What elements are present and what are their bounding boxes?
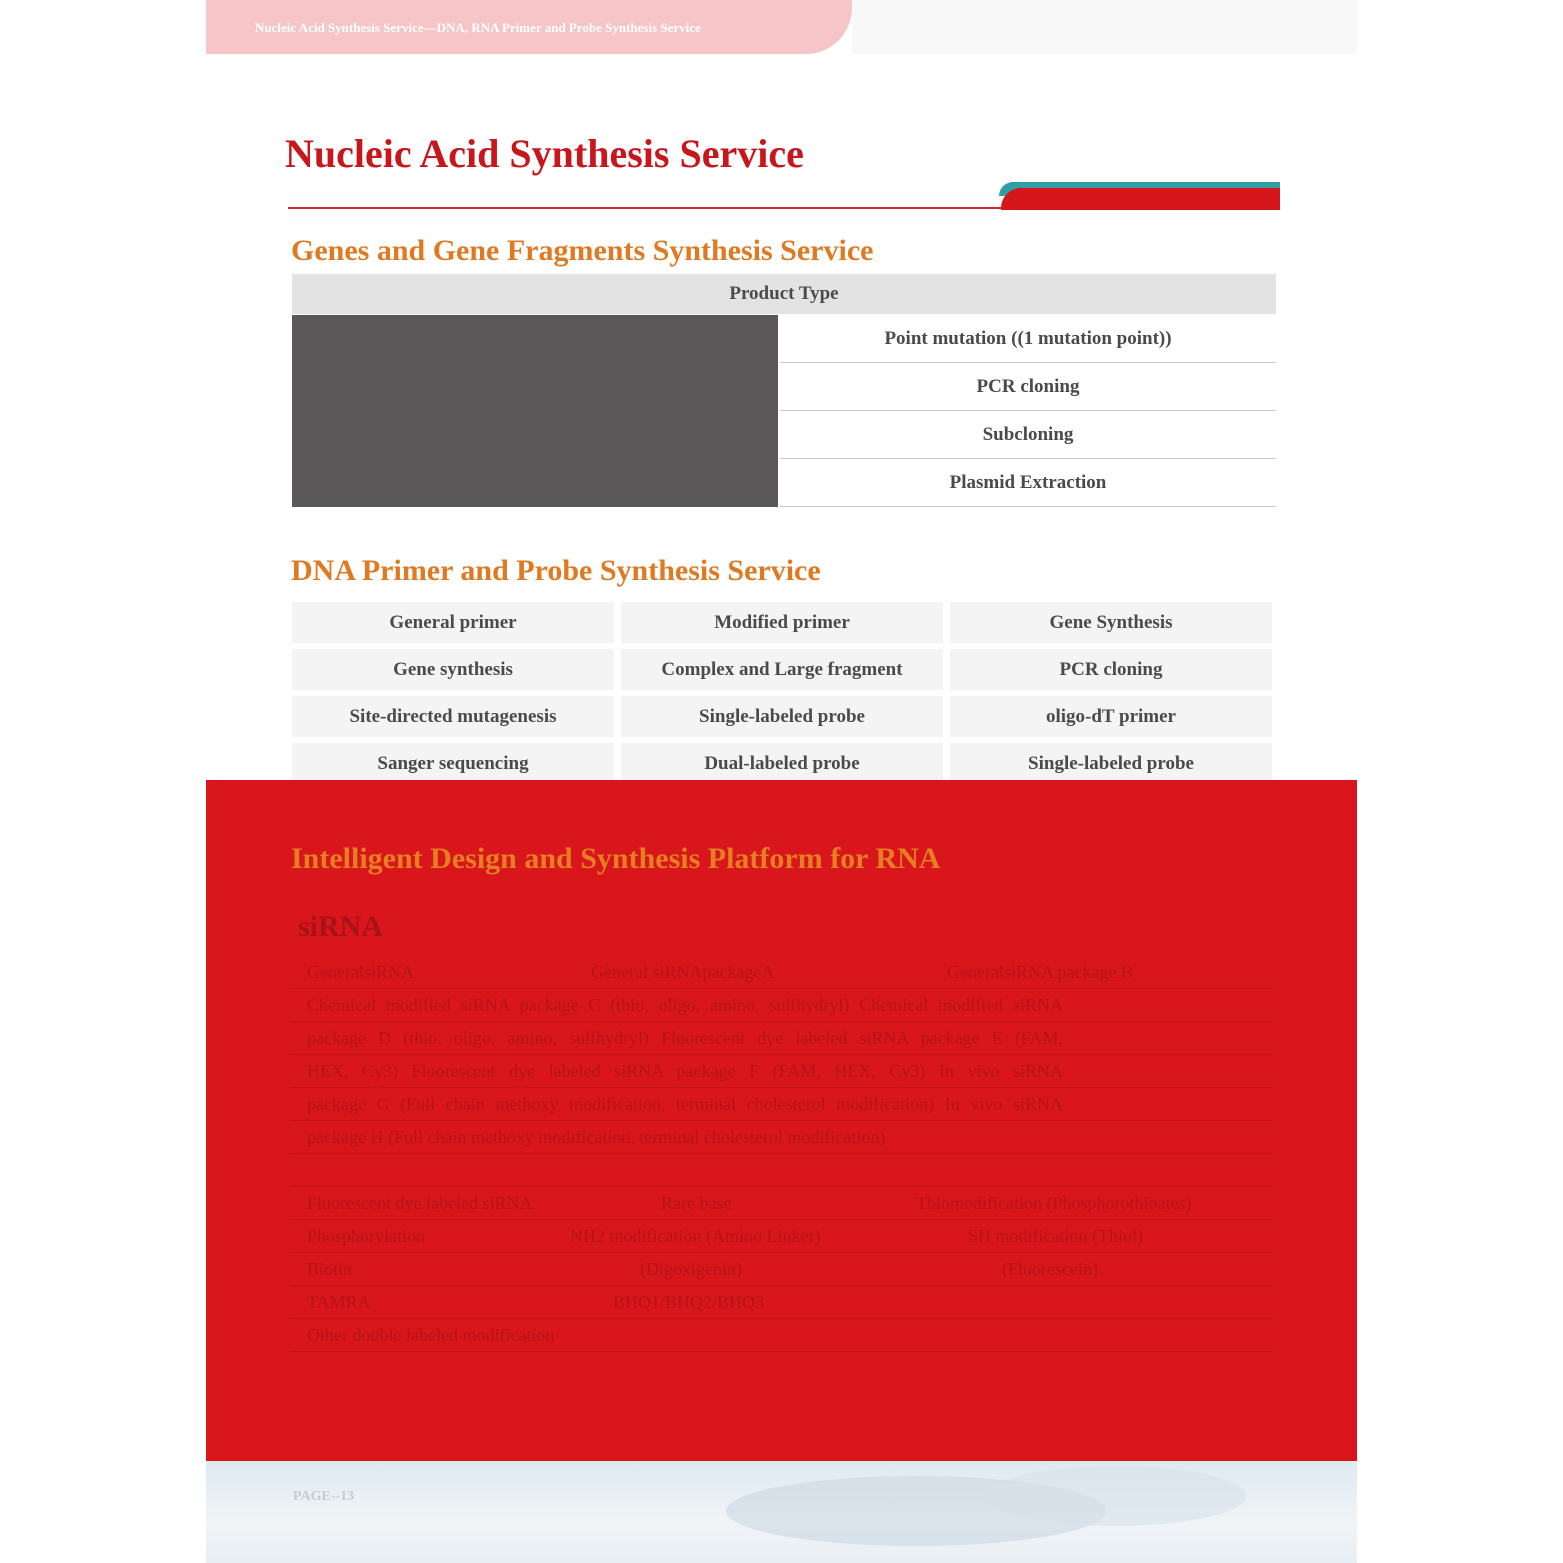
dna-service-cell: Site-directed mutagenesis bbox=[292, 696, 614, 737]
product-type-item: Subcloning bbox=[780, 411, 1276, 459]
rna-section-title: Intelligent Design and Synthesis Platform for RNA bbox=[291, 842, 941, 875]
table-row bbox=[291, 1088, 1272, 1121]
product-type-list bbox=[780, 315, 1276, 507]
dna-service-cell: PCR cloning bbox=[950, 649, 1272, 690]
dna-service-cell: Dual-labeled probe bbox=[621, 743, 943, 784]
product-image bbox=[292, 315, 778, 507]
table-cell: Fluorescent dye labeled siRNA bbox=[307, 1193, 533, 1213]
dna-service-cell: General primer bbox=[292, 602, 614, 643]
brochure-page bbox=[206, 0, 1357, 1563]
product-type-item: Plasmid Extraction bbox=[780, 459, 1276, 507]
table-cell: (Digoxigenin) bbox=[640, 1259, 742, 1279]
table-cell: package G (Full chain methoxy modification, terminal cholesterol modification) In vivo siRNA bbox=[307, 1094, 1063, 1114]
product-type-header: Product Type bbox=[292, 274, 1276, 314]
table-row bbox=[291, 956, 1272, 989]
header-band bbox=[852, 0, 1357, 54]
table-cell: HEX, Cy3) Fluorescent dye labeled siRNA package F (FAM, HEX, Cy3) In vivo siRNA bbox=[307, 1061, 1063, 1081]
dna-service-cell: Single-labeled probe bbox=[621, 696, 943, 737]
table-row bbox=[291, 1253, 1272, 1286]
table-cell: (Fluorescein) bbox=[1002, 1259, 1098, 1279]
table-row bbox=[291, 1121, 1272, 1154]
dna-service-cell: Modified primer bbox=[621, 602, 943, 643]
rna-panel bbox=[206, 780, 1357, 1461]
page-footer bbox=[206, 1461, 1357, 1563]
product-type-item: Point mutation ((1 mutation point)) bbox=[780, 315, 1276, 363]
table-cell: package H (Full chain methoxy modification, terminal cholesterol modification) bbox=[307, 1127, 886, 1147]
sirna-package-table bbox=[291, 956, 1272, 1352]
table-cell: Biotin bbox=[307, 1259, 353, 1279]
page-number: PAGE--13 bbox=[293, 1489, 355, 1504]
dna-service-cell: oligo-dT primer bbox=[950, 696, 1272, 737]
page-title: Nucleic Acid Synthesis Service bbox=[285, 131, 804, 176]
title-accent-red bbox=[1001, 188, 1280, 210]
dna-service-cell: Single-labeled probe bbox=[950, 743, 1272, 784]
title-rule bbox=[288, 207, 1008, 209]
table-cell: Phosphorylation bbox=[307, 1226, 426, 1246]
table-cell: SH modification (Thiol) bbox=[968, 1226, 1143, 1246]
table-row bbox=[291, 1286, 1272, 1319]
table-row bbox=[291, 1319, 1272, 1352]
header-text: Nucleic Acid Synthesis Service—DNA, RNA Primer and Probe Synthesis Service bbox=[255, 20, 701, 35]
header-tab bbox=[206, 0, 852, 54]
table-cell: General siRNApackageA bbox=[591, 962, 775, 982]
dna-service-cell: Gene synthesis bbox=[292, 649, 614, 690]
table-cell: TAMRA bbox=[307, 1292, 371, 1312]
table-cell: NH2 modification (Amino Linker) bbox=[570, 1226, 821, 1246]
dna-service-cell: Gene Synthesis bbox=[950, 602, 1272, 643]
dna-section-title: DNA Primer and Probe Synthesis Service bbox=[291, 554, 821, 587]
table-cell: GeneralsiRNA package B bbox=[947, 962, 1133, 982]
dna-service-grid bbox=[292, 602, 1272, 784]
table-row bbox=[291, 1022, 1272, 1055]
table-row-empty bbox=[291, 1154, 1272, 1187]
table-row bbox=[291, 1187, 1272, 1220]
dna-service-cell: Sanger sequencing bbox=[292, 743, 614, 784]
product-type-item: PCR cloning bbox=[780, 363, 1276, 411]
footer-decoration bbox=[986, 1466, 1246, 1526]
table-cell: GeneralsiRNA bbox=[307, 962, 414, 982]
table-row bbox=[291, 1055, 1272, 1088]
table-cell: Chemical modified siRNA package C (thio, oligo, amino, sulfhydryl) Chemical modified siRNA bbox=[307, 995, 1063, 1015]
genes-section-title: Genes and Gene Fragments Synthesis Service bbox=[291, 234, 874, 267]
sirna-title: siRNA bbox=[298, 910, 384, 943]
table-cell: Thiomodification (Phosphorothioates) bbox=[916, 1193, 1192, 1213]
table-cell: Rare base bbox=[661, 1193, 732, 1213]
table-cell: Other double labeled modification bbox=[307, 1325, 555, 1345]
table-row bbox=[291, 989, 1272, 1022]
table-row bbox=[291, 1220, 1272, 1253]
table-cell: package D (thio, oligo, amino, sulfhydryl) Fluorescent dye labeled siRNA package E (FAM, bbox=[307, 1028, 1063, 1048]
dna-service-cell: Complex and Large fragment bbox=[621, 649, 943, 690]
table-cell: BHQ1/BHQ2/BHQ3 bbox=[613, 1292, 765, 1312]
